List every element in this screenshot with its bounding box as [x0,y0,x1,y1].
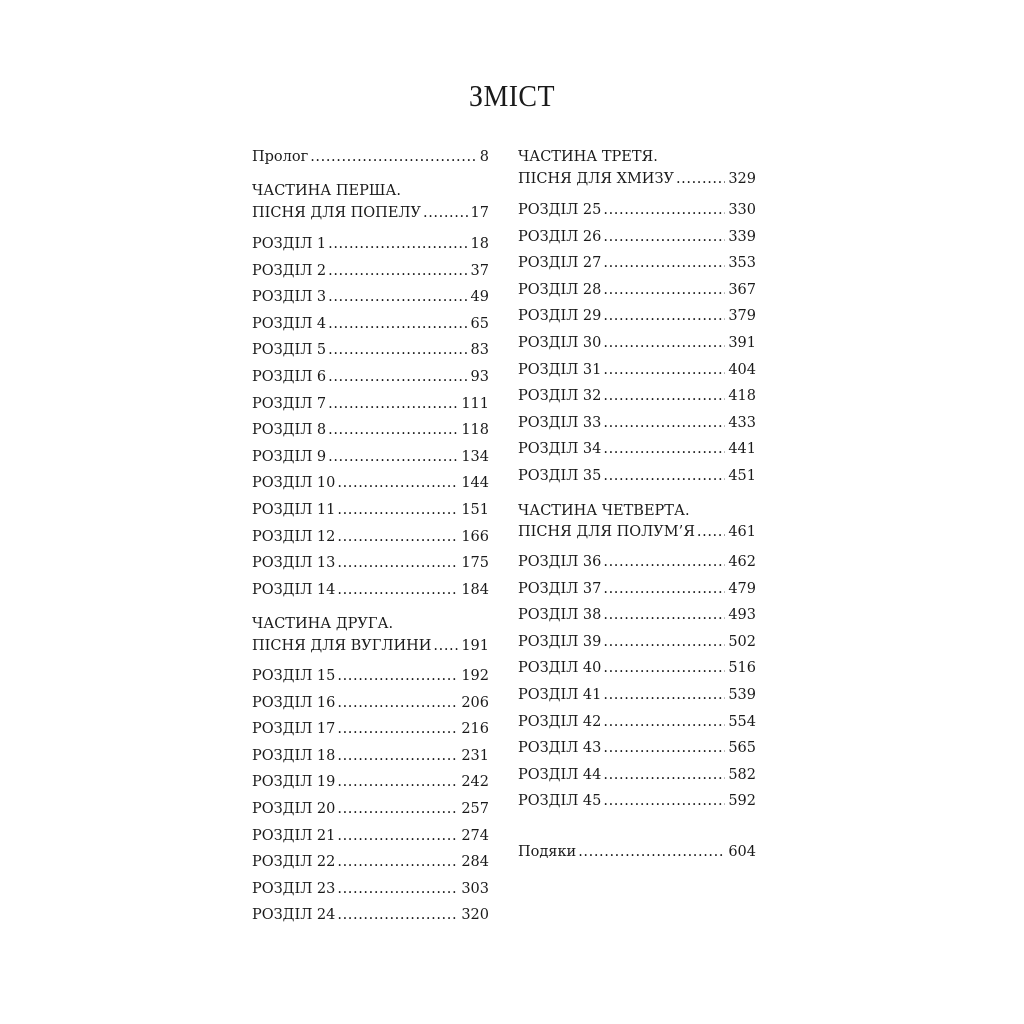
toc-entry-page: 242 [461,774,489,791]
part-heading-1: ЧАСТИНА ПЕРША. [252,183,401,199]
toc-entry-label: РОЗДІЛ 32 [518,388,602,405]
toc-entry-label: РОЗДІЛ 1 [252,236,327,252]
toc-entry-chapter[interactable] [518,383,756,410]
toc-entry-label: ПІСНЯ ДЛЯ ХМИЗУ [518,171,674,187]
toc-entry-chapter[interactable] [518,277,756,304]
toc-entry-label: ПІСНЯ ДЛЯ ВУГЛИНИ [252,638,432,654]
toc-entry-chapter[interactable] [518,250,756,277]
toc-entry-page: 65 [470,315,489,332]
toc-entry-chapter[interactable] [252,470,489,497]
toc-entry-chapter[interactable] [252,743,489,770]
toc-entry-label: РОЗДІЛ 7 [252,395,327,412]
toc-entry-page: 8 [479,149,489,165]
toc-entry-label: РОЗДІЛ 2 [252,262,327,279]
toc-entry-page: 184 [461,581,489,598]
toc-entry-chapter[interactable] [252,902,489,929]
toc-entry-chapter[interactable] [252,524,489,551]
toc-entry-page: 479 [728,580,756,597]
toc-entry-chapter[interactable] [252,796,489,823]
toc-entry-chapter[interactable] [518,436,756,463]
toc-entry-label: РОЗДІЛ 21 [252,827,336,844]
toc-entry-chapter[interactable] [252,444,489,471]
toc-entry-chapter[interactable] [252,497,489,524]
toc-entry-label: РОЗДІЛ 40 [518,660,602,677]
toc-entry-page: 274 [461,827,489,844]
toc-entry-page: 83 [470,342,489,359]
toc-entry-part-3[interactable] [518,166,756,193]
toc-entry-page: 330 [728,202,756,218]
toc-entry-page: 93 [470,369,489,385]
toc-entry-label: РОЗДІЛ 23 [252,880,336,897]
toc-entry-chapter[interactable] [518,303,756,330]
toc-entry-page: 37 [470,262,489,279]
toc-entry-chapter[interactable] [518,197,756,224]
toc-entry-page: 216 [461,721,489,738]
toc-entry-page: 206 [461,694,489,711]
toc-entry-part-1[interactable] [252,200,489,227]
toc-entry-page: 353 [728,255,756,272]
toc-entry-page: 166 [461,528,489,545]
toc-entry-chapter[interactable] [252,364,489,391]
toc-entry-chapter[interactable] [252,231,489,258]
toc-entry-chapter[interactable] [518,629,756,656]
toc-entry-page: 284 [461,854,489,871]
toc-entry-chapter[interactable] [518,463,756,490]
toc-entry-chapter[interactable] [252,337,489,364]
toc-entry-acknowledgements[interactable] [518,839,756,866]
toc-entry-label: РОЗДІЛ 9 [252,448,327,465]
toc-entry-chapter[interactable] [518,709,756,736]
toc-entry-label: РОЗДІЛ 24 [252,907,336,924]
toc-entry-label: РОЗДІЛ 19 [252,774,336,791]
toc-entry-page: 257 [461,801,489,817]
toc-entry-page: 493 [728,607,756,624]
toc-entry-page: 151 [461,502,489,518]
toc-entry-page: 565 [728,740,756,757]
toc-entry-label: РОЗДІЛ 4 [252,315,327,332]
toc-entry-label: РОЗДІЛ 30 [518,335,602,351]
toc-entry-chapter[interactable] [518,576,756,603]
toc-entry-chapter[interactable] [252,311,489,338]
toc-entry-label: РОЗДІЛ 17 [252,721,336,738]
toc-entry-page: 451 [728,468,756,484]
toc-entry-label: РОЗДІЛ 12 [252,528,336,545]
toc-entry-chapter[interactable] [518,549,756,576]
toc-entry-page: 118 [461,422,489,439]
toc-entry-label: РОЗДІЛ 22 [252,854,336,871]
toc-entry-chapter[interactable] [518,735,756,762]
toc-entry-page: 231 [461,747,489,764]
toc-entry-label: РОЗДІЛ 33 [518,414,602,431]
toc-entry-page: 191 [461,638,489,654]
toc-entry-page: 367 [728,281,756,298]
toc-entry-chapter[interactable] [252,716,489,743]
toc-entry-page: 17 [470,205,489,221]
toc-entry-chapter[interactable] [518,330,756,357]
toc-entry-label: РОЗДІЛ 42 [518,713,602,730]
toc-entry-label: РОЗДІЛ 41 [518,687,602,703]
toc-entry-label: Подяки [518,844,577,860]
toc-entry-chapter[interactable] [252,258,489,285]
toc-entry-page: 418 [728,388,756,405]
toc-entry-chapter[interactable] [252,577,489,604]
toc-entry-prologue[interactable] [252,144,489,171]
toc-entry-page: 502 [728,633,756,650]
toc-entry-page: 339 [728,228,756,245]
toc-entry-chapter[interactable] [518,682,756,709]
toc-entry-label: РОЗДІЛ 28 [518,281,602,298]
toc-entry-page: 320 [461,907,489,924]
part-heading-4: ЧАСТИНА ЧЕТВЕРТА. [518,503,690,519]
toc-entry-chapter[interactable] [518,410,756,437]
toc-entry-label: РОЗДІЛ 20 [252,801,336,817]
toc-entry-label: РОЗДІЛ 34 [518,441,602,458]
toc-entry-page: 111 [461,395,489,412]
toc-entry-page: 303 [461,880,489,897]
toc-entry-page: 592 [728,793,756,810]
toc-entry-label: РОЗДІЛ 35 [518,468,602,484]
part-heading-2: ЧАСТИНА ДРУГА. [252,616,394,632]
toc-entry-label: РОЗДІЛ 31 [518,361,602,378]
toc-entry-label: РОЗДІЛ 11 [252,502,336,518]
toc-entry-label: РОЗДІЛ 16 [252,694,336,711]
toc-entry-page: 554 [728,713,756,730]
toc-entry-label: РОЗДІЛ 26 [518,228,602,245]
toc-entry-chapter[interactable] [252,284,489,311]
toc-entry-page: 441 [728,441,756,458]
toc-entry-label: РОЗДІЛ 8 [252,422,327,439]
toc-entry-label: РОЗДІЛ 18 [252,747,336,764]
toc-entry-label: РОЗДІЛ 5 [252,342,327,359]
toc-entry-label: РОЗДІЛ 29 [518,308,602,325]
toc-entry-chapter[interactable] [252,391,489,418]
toc-entry-page: 433 [728,414,756,431]
toc-entry-page: 134 [461,448,489,465]
toc-entry-chapter[interactable] [252,550,489,577]
page-title: ЗМІСТ [469,78,555,113]
toc-entry-chapter[interactable] [518,224,756,251]
toc-entry-label: РОЗДІЛ 14 [252,581,336,598]
toc-entry-page: 461 [728,524,756,540]
toc-entry-chapter[interactable] [252,823,489,850]
toc-entry-label: РОЗДІЛ 36 [518,554,602,570]
toc-entry-label: РОЗДІЛ 10 [252,475,336,492]
toc-entry-page: 175 [461,555,489,572]
toc-entry-part-2[interactable] [252,633,489,660]
toc-entry-part-4[interactable] [518,519,756,546]
toc-entry-label: РОЗДІЛ 3 [252,289,327,306]
toc-entry-page: 582 [728,766,756,783]
toc-entry-label: РОЗДІЛ 27 [518,255,602,272]
toc-entry-page: 49 [470,289,489,306]
toc-entry-page: 379 [728,308,756,325]
toc-entry-page: 18 [470,236,489,252]
toc-entry-chapter[interactable] [252,849,489,876]
toc-entry-label: РОЗДІЛ 25 [518,202,602,218]
toc-entry-label: ПІСНЯ ДЛЯ ПОЛУМ’Я [518,524,695,540]
toc-entry-page: 144 [461,475,489,492]
toc-entry-chapter[interactable] [518,602,756,629]
toc-entry-label: РОЗДІЛ 45 [518,793,602,810]
part-heading-3: ЧАСТИНА ТРЕТЯ. [518,149,658,165]
toc-entry-chapter[interactable] [252,663,489,690]
toc-entry-page: 604 [728,844,756,860]
toc-entry-page: 462 [728,554,756,570]
toc-entry-page: 516 [728,660,756,677]
toc-entry-label: ПІСНЯ ДЛЯ ПОПЕЛУ [252,205,421,221]
toc-entry-chapter[interactable] [518,357,756,384]
toc-entry-page: 539 [728,687,756,703]
toc-entry-chapter[interactable] [518,762,756,789]
toc-entry-chapter[interactable] [518,788,756,815]
toc-entry-page: 391 [728,335,756,351]
toc-entry-page: 329 [728,171,756,187]
toc-entry-label: РОЗДІЛ 6 [252,369,327,385]
toc-entry-label: Пролог [252,149,309,165]
toc-entry-label: РОЗДІЛ 39 [518,633,602,650]
toc-entry-chapter[interactable] [518,655,756,682]
toc-entry-chapter[interactable] [252,690,489,717]
toc-entry-label: РОЗДІЛ 44 [518,766,602,783]
toc-entry-page: 192 [461,668,489,684]
toc-entry-label: РОЗДІЛ 15 [252,668,336,684]
toc-entry-chapter[interactable] [252,876,489,903]
toc-entry-page: 404 [728,361,756,378]
toc-entry-label: РОЗДІЛ 37 [518,580,602,597]
toc-entry-label: РОЗДІЛ 43 [518,740,602,757]
toc-entry-label: РОЗДІЛ 38 [518,607,602,624]
toc-entry-label: РОЗДІЛ 13 [252,555,336,572]
toc-entry-chapter[interactable] [252,417,489,444]
toc-entry-chapter[interactable] [252,769,489,796]
